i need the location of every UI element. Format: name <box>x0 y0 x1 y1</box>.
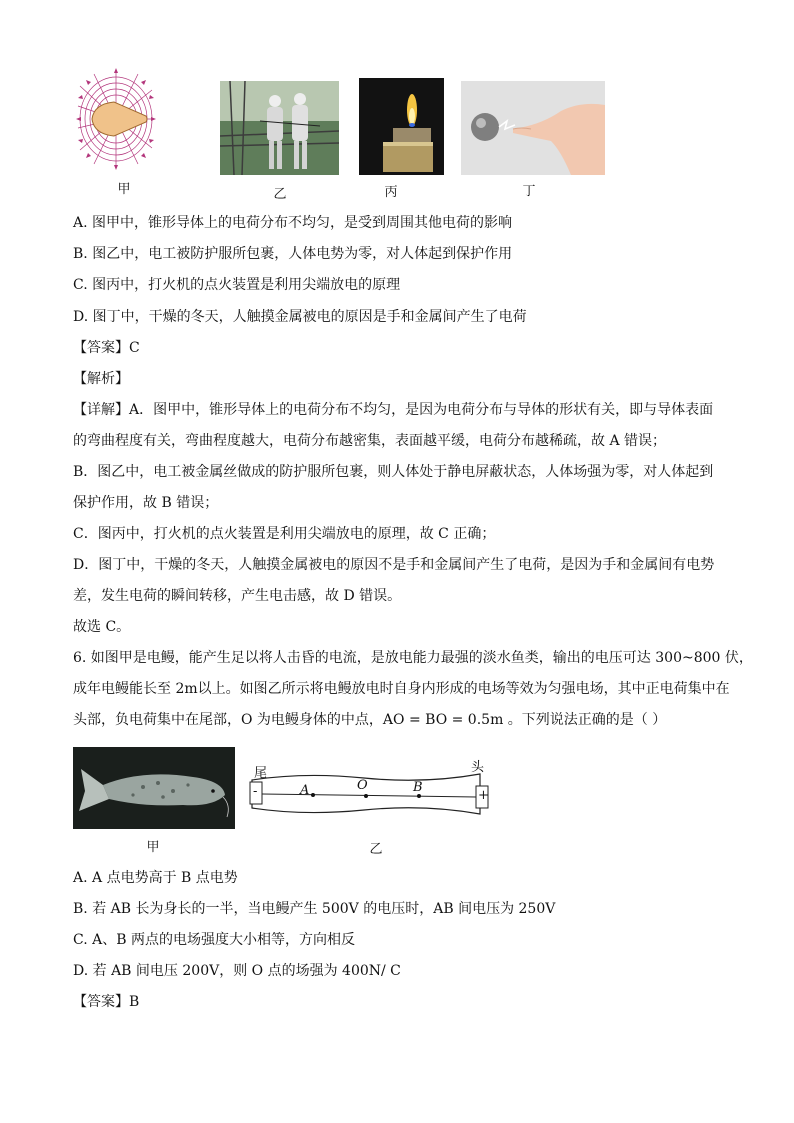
figure-q6-caption-yi: 乙 <box>369 842 383 857</box>
answer-value: C <box>129 340 140 356</box>
figure-caption-yi: 乙 <box>273 187 287 202</box>
q5-detail-line: D．图丁中，干燥的冬天，人触摸金属被电的原因不是手和金属间产生了电荷，是因为手和金属间有电势 <box>73 557 715 573</box>
q5-option-a: A. 图甲中，锥形导体上的电荷分布不均匀，是受到周围其他电荷的影响 <box>73 215 513 231</box>
q5-detail-line: 保护作用，故 B 错误； <box>73 495 219 511</box>
figure-bing-lighter-photo <box>359 78 444 175</box>
q5-option-b: B. 图乙中，电工被防护服所包裹，人体电势为零，对人体起到保护作用 <box>73 246 513 262</box>
figure-jia-cone-conductor <box>74 66 158 176</box>
q6-answer <box>73 992 139 1012</box>
figure-q6-jia-eel-photo <box>73 747 235 829</box>
figure-q6-yi-eel-schematic <box>244 750 498 820</box>
q5-detail-line: C．图丙中，打火机的点火装置是利用尖端放电的原理，故 C 正确； <box>73 526 496 542</box>
q6-option-c: C. A、B 两点的电场强度大小相等，方向相反 <box>73 932 355 948</box>
plus-sign: + <box>478 788 489 803</box>
q5-conclusion: 故选 C。 <box>73 619 131 635</box>
figure-caption-jia: 甲 <box>117 182 131 197</box>
minus-sign: - <box>253 784 258 799</box>
answer-label: 【答案】 <box>73 994 129 1010</box>
q5-detail-line: 的弯曲程度有关，弯曲程度越大，电荷分布越密集，表面越平缓，电荷分布越稀疏，故 A 错误； <box>73 433 667 449</box>
head-label: 头 <box>471 760 485 775</box>
q5-analysis-label: 【解析】 <box>73 371 129 387</box>
q6-stem-line: 头部，负电荷集中在尾部，O 为电鳗身体的中点，AO = BO = 0.5m 。下列说法正确的是（ ） <box>73 712 667 728</box>
q5-answer <box>73 338 140 358</box>
answer-value: B <box>129 994 140 1010</box>
q5-option-d: D. 图丁中，干燥的冬天，人触摸金属被电的原因是手和金属间产生了电荷 <box>73 309 527 325</box>
tail-label: 尾 <box>254 766 268 781</box>
point-o-label: O <box>357 778 368 793</box>
figure-caption-ding: 丁 <box>522 184 536 199</box>
figure-yi-electricians-photo <box>220 81 339 175</box>
figure-q6-caption-jia: 甲 <box>146 840 160 855</box>
q6-stem-line: 成年电鳗能长至 2m以上。如图乙所示将电鳗放电时自身内形成的电场等效为匀强电场，其中正电荷集中在 <box>73 681 730 697</box>
q5-detail-line: 差，发生电荷的瞬间转移，产生电击感，故 D 错误。 <box>73 588 402 604</box>
q6-option-a: A. A 点电势高于 B 点电势 <box>73 870 238 886</box>
q5-detail-line: B．图乙中，电工被金属丝做成的防护服所包裹，则人体处于静电屏蔽状态，人体场强为零，对人体起到 <box>73 464 714 480</box>
q5-option-c: C. 图丙中，打火机的点火装置是利用尖端放电的原理 <box>73 277 401 293</box>
q6-stem-line: 6. 如图甲是电鳗，能产生足以将人击昏的电流，是放电能力最强的淡水鱼类，输出的电压可达 300~800 伏， <box>73 650 753 666</box>
q6-option-d: D. 若 AB 间电压 200V，则 O 点的场强为 400N/ C <box>73 963 401 979</box>
answer-label: 【答案】 <box>73 340 129 356</box>
q6-option-b: B. 若 AB 长为身长的一半，当电鳗产生 500V 的电压时，AB 间电压为 250V <box>73 901 556 917</box>
figure-ding-static-shock-photo <box>461 81 605 175</box>
figure-caption-bing: 丙 <box>384 185 398 200</box>
point-b-label: B <box>413 780 423 795</box>
q5-detail-line: 【详解】A．图甲中，锥形导体上的电荷分布不均匀，是因为电荷分布与导体的形状有关，即与导体表面 <box>73 402 714 418</box>
point-a-label: A <box>300 783 310 798</box>
